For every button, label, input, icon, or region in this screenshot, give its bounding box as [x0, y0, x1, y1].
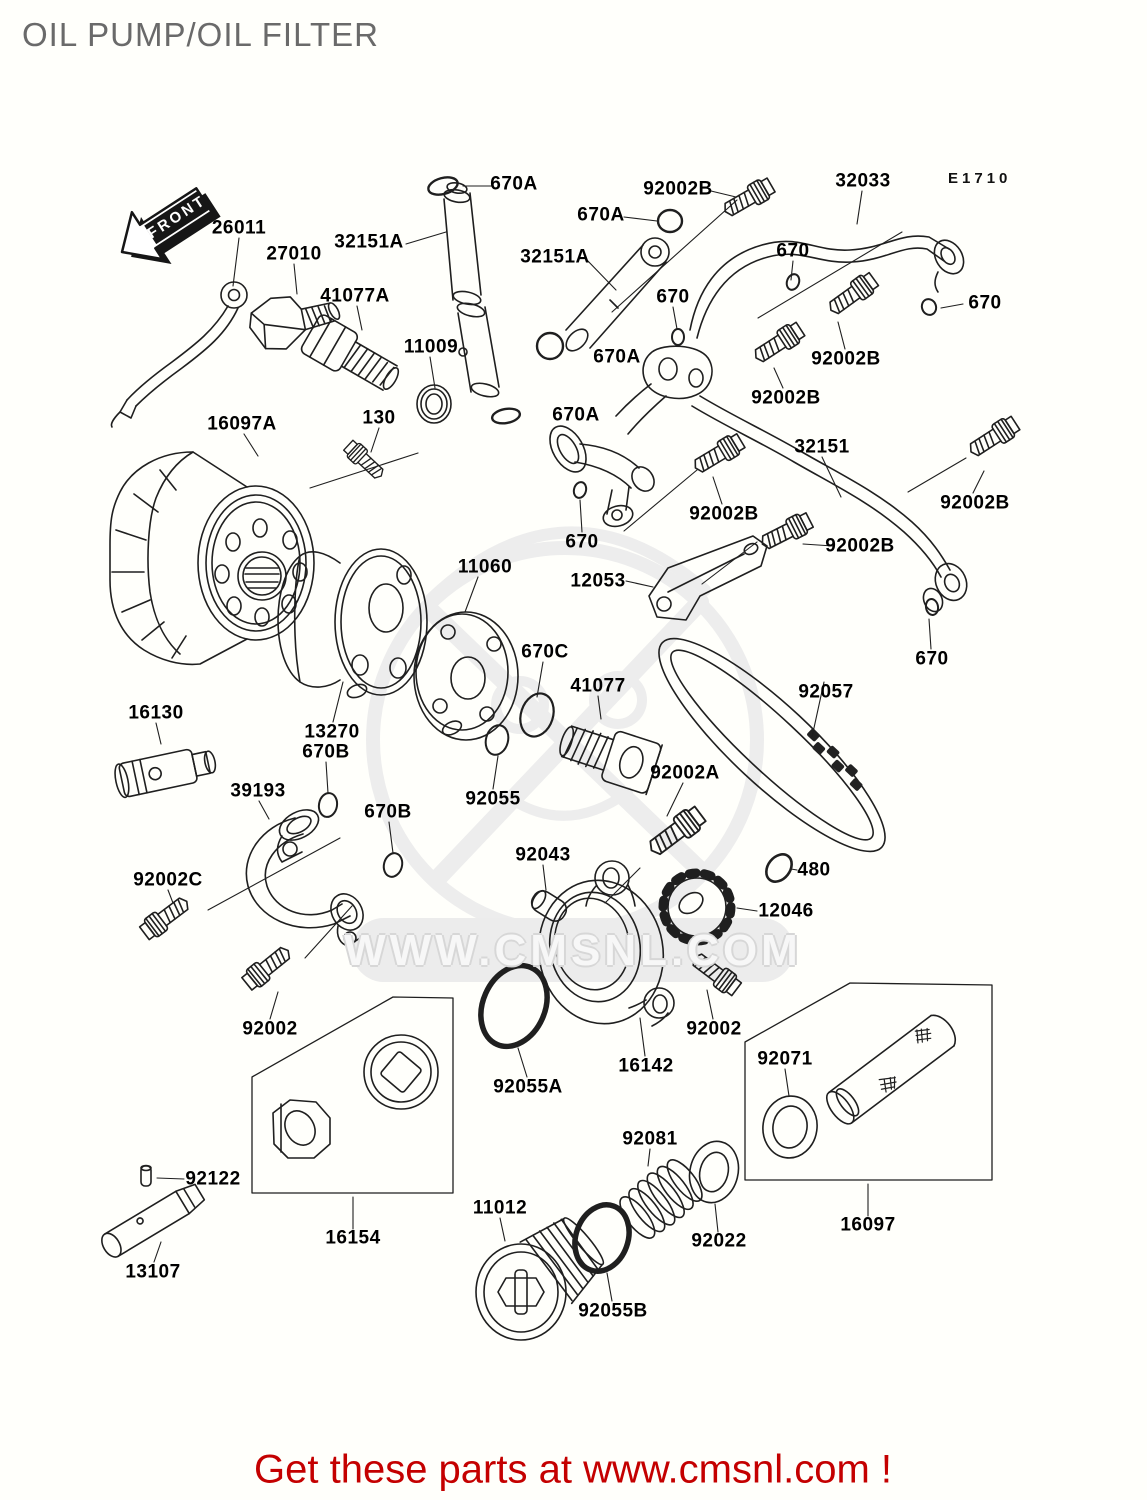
part-label-670a: 670A	[577, 204, 625, 226]
part-label-92002b: 92002B	[751, 387, 821, 409]
part-label-32033: 32033	[835, 170, 891, 192]
part-label-92043: 92043	[515, 844, 571, 866]
part-label-92055: 92055	[465, 788, 521, 810]
part-label-92002b: 92002B	[811, 348, 881, 370]
part-label-32151: 32151	[794, 436, 850, 458]
part-label-670a: 670A	[490, 173, 538, 195]
part-label-92081: 92081	[622, 1128, 678, 1150]
part-label-12053: 12053	[570, 570, 626, 592]
part-label-11012: 11012	[472, 1197, 528, 1219]
part-label-16097: 16097	[840, 1214, 896, 1236]
part-label-92002: 92002	[686, 1018, 742, 1040]
part-label-670: 670	[656, 286, 690, 308]
part-label-92002b: 92002B	[825, 535, 895, 557]
part-label-92057: 92057	[798, 681, 854, 703]
part-label-13270: 13270	[304, 721, 360, 743]
part-label-92055b: 92055B	[578, 1300, 648, 1322]
part-label-11009: 11009	[403, 336, 459, 358]
part-label-670: 670	[915, 648, 949, 670]
part-label-92002c: 92002C	[133, 869, 203, 891]
part-label-480: 480	[797, 859, 831, 881]
part-label-92002: 92002	[242, 1018, 298, 1040]
page-title: OIL PUMP/OIL FILTER	[22, 16, 380, 53]
diagram-code: E1710	[948, 170, 1012, 187]
part-label-670a: 670A	[593, 346, 641, 368]
part-label-92002a: 92002A	[650, 762, 720, 784]
part-label-670: 670	[565, 531, 599, 553]
part-label-92002b: 92002B	[643, 178, 713, 200]
part-label-92002b: 92002B	[940, 492, 1010, 514]
part-label-26011: 26011	[211, 217, 267, 239]
cmsnl-banner-link[interactable]: Get these parts at www.cmsnl.com !	[254, 1447, 892, 1492]
part-label-32151a: 32151A	[334, 231, 404, 253]
part-label-92071: 92071	[757, 1048, 813, 1070]
part-label-32151a: 32151A	[520, 246, 590, 268]
part-label-16097a: 16097A	[207, 413, 277, 435]
part-label-670: 670	[776, 240, 810, 262]
watermark-text: WWW.CMSNL.COM	[344, 926, 802, 975]
part-label-92022: 92022	[691, 1230, 747, 1252]
part-label-12046: 12046	[758, 900, 814, 922]
part-label-670b: 670B	[364, 801, 412, 823]
part-label-16142: 16142	[618, 1055, 674, 1077]
part-label-92002b: 92002B	[689, 503, 759, 525]
part-label-130: 130	[362, 407, 396, 429]
part-label-92055a: 92055A	[493, 1076, 563, 1098]
part-label-27010: 27010	[266, 243, 322, 265]
part-label-39193: 39193	[230, 780, 286, 802]
part-label-11060: 11060	[457, 556, 513, 578]
part-label-41077: 41077	[570, 675, 626, 697]
part-label-13107: 13107	[125, 1261, 181, 1283]
part-label-41077a: 41077A	[320, 285, 390, 307]
part-label-16154: 16154	[325, 1227, 381, 1249]
front-arrow-label: FRONT	[144, 191, 210, 243]
part-label-16130: 16130	[128, 702, 184, 724]
part-label-670: 670	[968, 292, 1002, 314]
part-label-670c: 670C	[521, 641, 569, 663]
part-label-92122: 92122	[185, 1168, 241, 1190]
part-label-670a: 670A	[552, 404, 600, 426]
part-label-670b: 670B	[302, 741, 350, 763]
